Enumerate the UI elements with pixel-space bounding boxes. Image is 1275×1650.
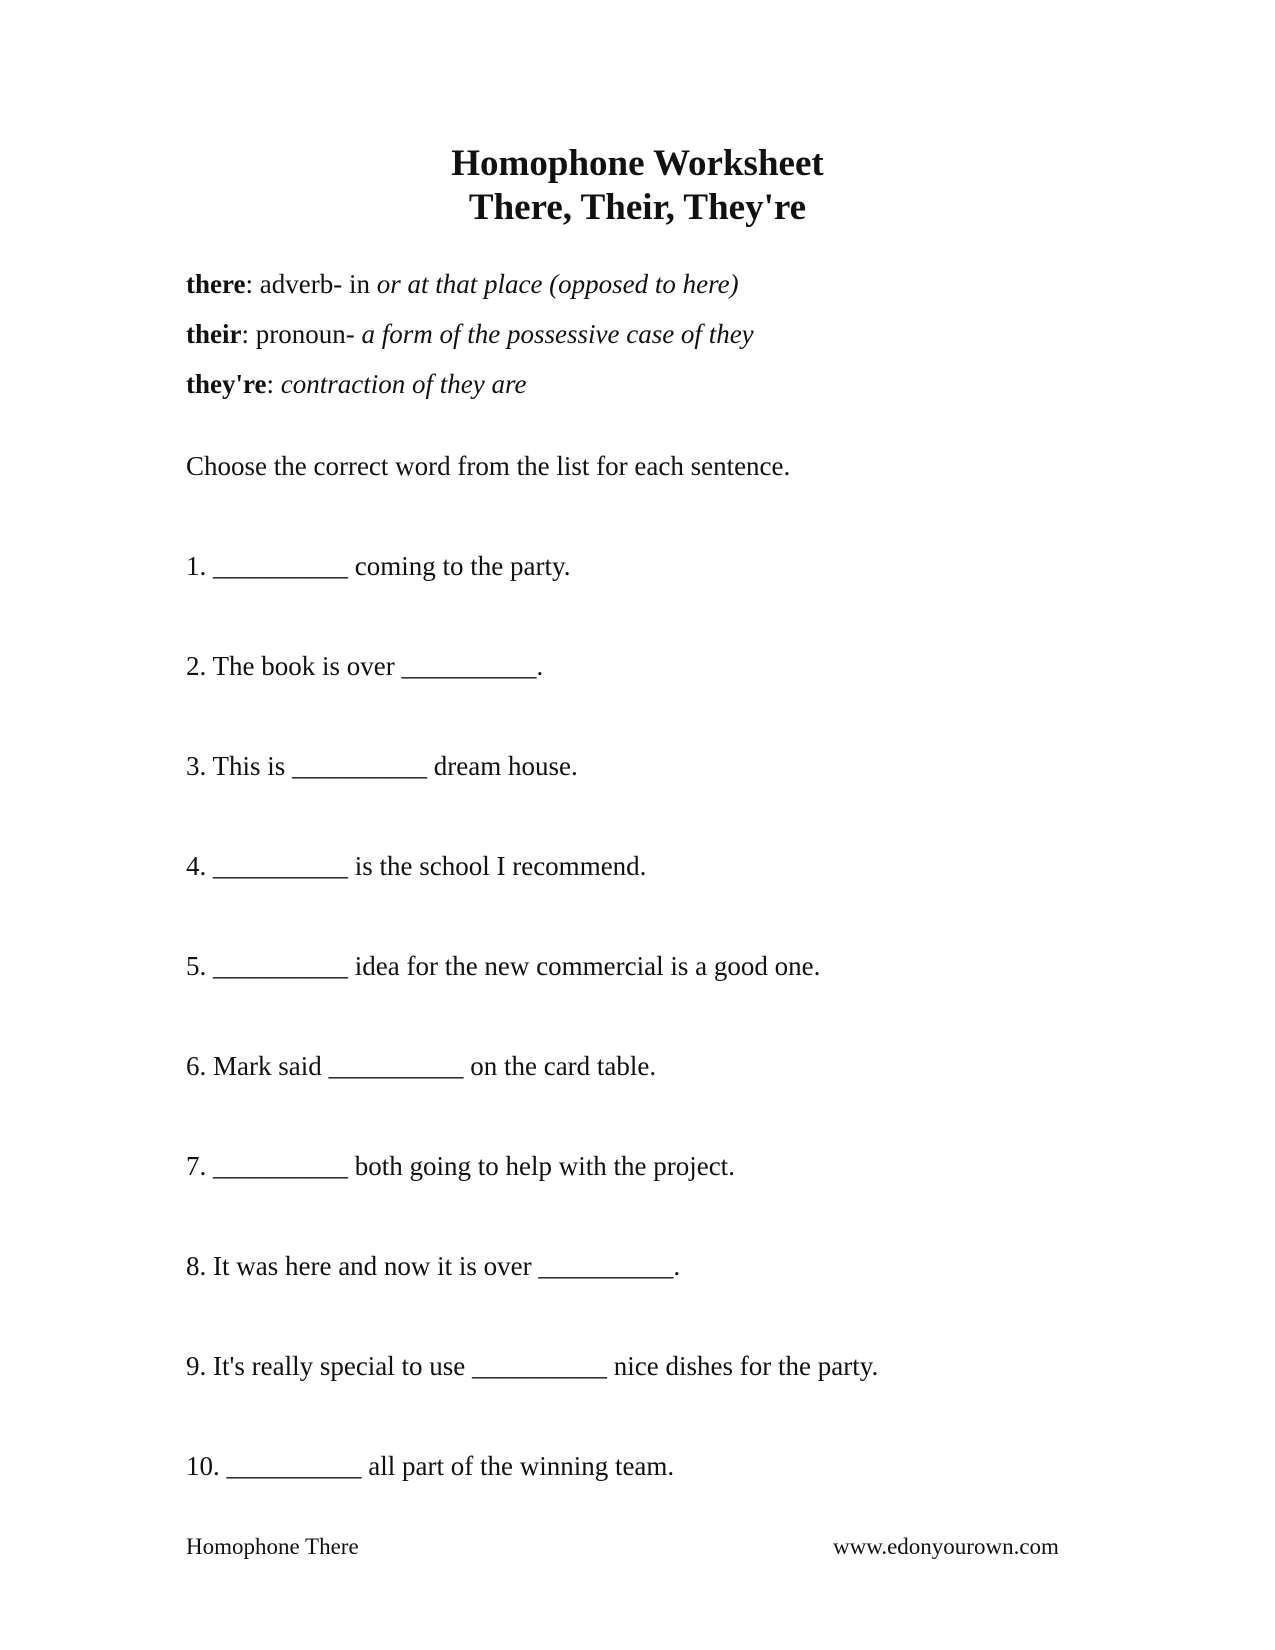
question-1: 1. __________ coming to the party. [186,551,571,581]
question-9: 9. It's really special to use __________ nice dishes for the party. [186,1351,879,1381]
definition-meaning: a form of the possessive case of they [361,319,754,349]
definition-separator: : [245,269,260,299]
worksheet-title: Homophone Worksheet [451,143,824,184]
definition-separator: : [266,369,281,399]
footer-website: www.edonyourown.com [833,1534,1059,1559]
definition-term: they're [186,369,267,399]
question-3: 3. This is __________ dream house. [186,751,578,781]
question-4: 4. __________ is the school I recommend. [186,851,647,881]
definition-there [186,266,754,316]
question-6: 6. Mark said __________ on the card table. [186,1051,657,1081]
definition-term: their [186,319,242,349]
definition-part-of-speech: adverb- in [259,269,377,299]
question-8: 8. It was here and now it is over __________. [186,1251,681,1281]
question-7: 7. __________ both going to help with the project. [186,1151,735,1181]
definition-meaning: contraction of they are [280,369,527,399]
definitions-list [186,266,754,416]
question-2: 2. The book is over __________. [186,651,544,681]
definition-separator: : [241,319,256,349]
definition-their [186,316,754,366]
worksheet-header [0,142,1275,230]
definition-meaning: or at that place (opposed to here) [376,269,739,299]
instructions: Choose the correct word from the list for each sentence. [186,451,791,481]
question-5: 5. __________ idea for the new commercial is a good one. [186,951,821,981]
definition-term: there [186,269,246,299]
footer-label: Homophone There [186,1534,359,1559]
question-list [186,548,878,1548]
question-10: 10. __________ all part of the winning team. [186,1451,675,1481]
worksheet-subtitle: There, Their, They're [468,187,807,228]
definition-theyre [186,366,754,416]
definition-part-of-speech: pronoun- [255,319,362,349]
